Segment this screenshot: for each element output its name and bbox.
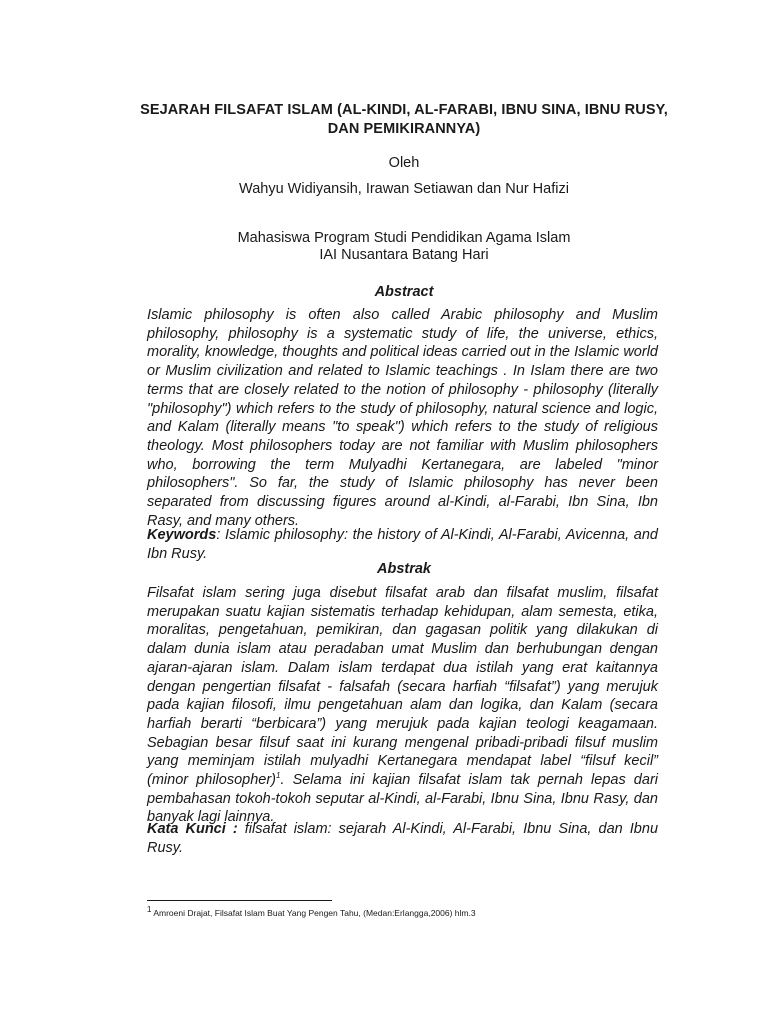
abstrak-heading: Abstrak [377, 561, 431, 577]
kata-kunci-text: filsafat islam: sejarah Al-Kindi, Al-Farabi, Ibnu Sina, dan Ibnu Rusy. [147, 821, 659, 856]
abstract-heading: Abstract [374, 284, 434, 300]
footnote [147, 905, 667, 919]
paper-title: SEJARAH FILSAFAT ISLAM (AL-KINDI, AL-FARABI, IBNU SINA, IBNU RUSY, DAN PEMIKIRANNYA) [140, 102, 668, 137]
footnote-mark: 1 [147, 905, 152, 915]
affiliation-program: Mahasiswa Program Studi Pendidikan Agama Islam [237, 230, 571, 246]
by-label: Oleh [388, 155, 420, 171]
abstrak-footnote-mark: 1 [275, 771, 281, 781]
keywords-paragraph [147, 526, 658, 563]
kata-kunci-label: Kata Kunci : [147, 821, 238, 837]
abstract-paragraph: Islamic philosophy is often also called Arabic philosophy and Muslim philosophy, philosophy is a systematic study of life, the universe, ethics, morality, knowledge, thoughts and political ideas carried out in the Islamic world or Muslim civilization and related to Islamic teachings . In Islam there are two terms that are closely related to the notion of philosophy - philosophy (literally "philosophy") which refers to the study of philosophy, natural science and logic, and Kalam (literally means "to speak") which refers to the study of religious theology. Most philosophers today are not familiar with Muslim philosophers who, borrowing the term Mulyadhi Kertanegara, are labeled "minor philosophers". So far, the study of Islamic philosophy has never been separated from discussing figures around al-Kindi, al-Farabi, Ibn Sina, Ibn Rasy, and many others. [147, 307, 658, 529]
affiliation-institution: IAI Nusantara Batang Hari [319, 247, 489, 263]
abstrak-text-part1: Filsafat islam sering juga disebut filsafat arab dan filsafat muslim, filsafat merupakan suatu kajian sistematis terhadap kehidupan, alam semesta, etika, moralitas, pengetahuan, pemikiran, dan gagasan politik yang dilakukan di dalam dunia islam atau peradaban umat Muslim dan berhubungan dengan ajaran-ajaran islam. Dalam islam terdapat dua istilah yang erat kaitannya dengan pengertian filsafat - falsafah (secara harfiah “filsafat”) yang merujuk pada kajian filosofi, ilmu pengetahuan alam dan logika, dan Kalam (secara harfiah berarti “berbicara”) yang merujuk pada kajian teologi keagamaan. Sebagian besar filsuf saat ini kurang mengenal pribadi-pribadi filsuf muslim yang meminjam istilah mulyadhi Kertanegara mendapat label “filsuf kecil” (minor philosopher) [147, 585, 658, 789]
footnote-text: Amroeni Drajat, Filsafat Islam Buat Yang Pengen Tahu, (Medan:Erlangga,2006) hlm.3 [151, 908, 476, 918]
keywords-text: : Islamic philosophy: the history of Al-Kindi, Al-Farabi, Avicenna, and Ibn Rusy. [147, 527, 658, 562]
kata-kunci-paragraph [147, 820, 658, 857]
abstrak-text-part2: . Selama ini kajian filsafat islam tak pernah lepas dari pembahasan tokoh-tokoh seputar al-Kindi, al-Farabi, Ibnu Sina, Ibnu Rasy, dan banyak lagi lainnya. [147, 772, 658, 826]
abstrak-paragraph [147, 584, 658, 827]
keywords-label: Keywords [147, 527, 217, 543]
author-list: Wahyu Widiyansih, Irawan Setiawan dan Nur Hafizi [239, 181, 569, 197]
footnote-divider [147, 900, 332, 901]
